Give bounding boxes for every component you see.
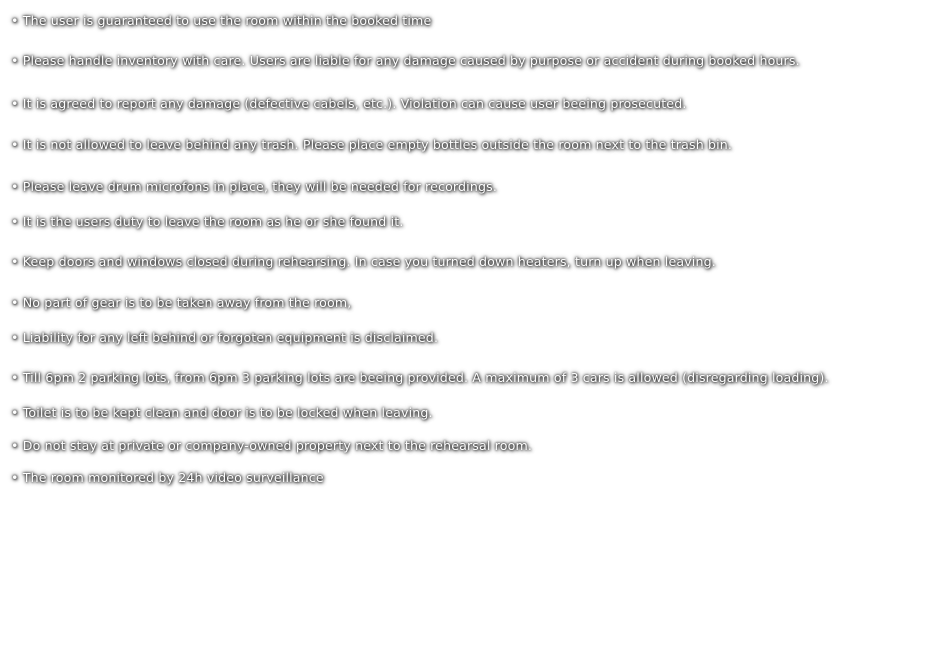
rule-booked-time: • The user is guaranteed to use the room within the booked time (11, 13, 432, 28)
rule-handle-inventory: • Please handle inventory with care. Users are liable for any damage caused by purpose or accident during booked hours. (11, 53, 800, 68)
rule-drum-microfons: • Please leave drum microfons in place, they will be needed for recordings. (11, 179, 497, 194)
rule-doors-windows: • Keep doors and windows closed during rehearsing. In case you turned down heaters, turn up when leaving. (11, 254, 716, 269)
rule-parking: • Till 6pm 2 parking lots, from 6pm 3 parking lots are beeing provided. A maximum of 3 cars is allowed (disregarding loading). (11, 370, 829, 385)
rule-liability: • Liability for any left behind or forgoten equipment is disclaimed. (11, 330, 439, 345)
rule-leave-as-found: • It is the users duty to leave the room as he or she found it. (11, 214, 404, 229)
rule-private-property: • Do not stay at private or company-owned property next to the rehearsal room. (11, 438, 533, 453)
rule-toilet: • Toilet is to be kept clean and door is to be locked when leaving. (11, 405, 433, 420)
rule-gear-stays: • No part of gear is to be taken away from the room, (11, 295, 352, 310)
rule-video-surveillance: • The room monitored by 24h video surveillance (11, 470, 324, 485)
rule-report-damage: • It is agreed to report any damage (defective cabels, etc.). Violation can cause user beeing prosecuted. (11, 96, 687, 111)
rule-no-trash: • It is not allowed to leave behind any trash. Please place empty bottles outside the room next to the trash bin. (11, 137, 733, 152)
